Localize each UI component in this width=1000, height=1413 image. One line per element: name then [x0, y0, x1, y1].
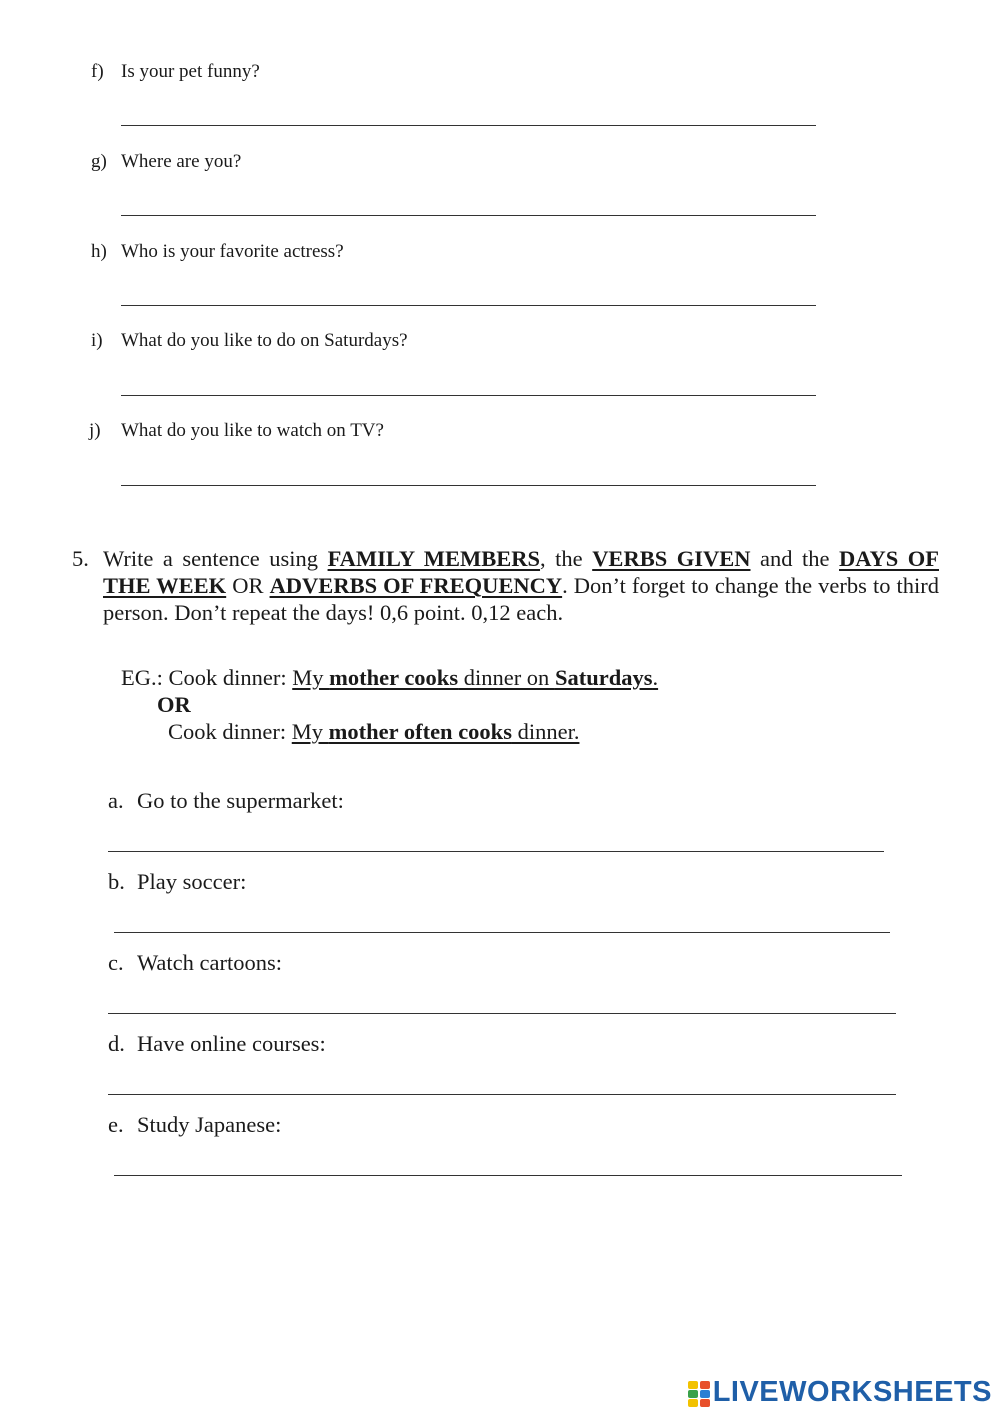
answer-line[interactable]	[121, 215, 816, 216]
item-text: Watch cartoons:	[137, 950, 283, 975]
section-number: 5.	[72, 546, 89, 571]
example-answer-2: My mother often cooks dinner.	[291, 719, 580, 744]
answer-line[interactable]	[108, 1013, 896, 1014]
question-text: Is your pet funny?	[121, 61, 260, 82]
logo-text: LIVEWORKSHEETS	[712, 1376, 992, 1408]
keyword-family-members: FAMILY MEMBERS	[327, 546, 541, 571]
item-letter: e.	[108, 1112, 124, 1137]
question-letter: g)	[91, 151, 107, 172]
question-letter: h)	[91, 241, 107, 262]
answer-line[interactable]	[121, 485, 816, 486]
section-instructions: Write a sentence using FAMILY MEMBERS, the VERBS GIVEN and the DAYS OF THE WEEK OR ADVERBS OF FREQUENCY. Don’t forget to change the verbs to third person. Don’t repeat the days! 0,6 point. 0,12 each.	[103, 546, 939, 625]
question-letter: i)	[91, 330, 103, 351]
answer-line[interactable]	[114, 1175, 902, 1176]
item-letter: c.	[108, 950, 124, 975]
question-letter: j)	[89, 420, 101, 441]
keyword-verbs-given: VERBS GIVEN	[592, 546, 751, 571]
item-text: Play soccer:	[137, 869, 247, 894]
item-letter: a.	[108, 788, 124, 813]
item-text: Have online courses:	[137, 1031, 326, 1056]
item-text: Go to the supermarket:	[137, 788, 344, 813]
example-answer-1: My mother cooks dinner on Saturdays.	[292, 665, 659, 690]
question-text: Who is your favorite actress?	[121, 241, 344, 262]
answer-line[interactable]	[121, 125, 816, 126]
item-text: Study Japanese:	[137, 1112, 282, 1137]
example-or: OR	[157, 692, 191, 717]
item-letter: d.	[108, 1031, 125, 1056]
question-text: What do you like to do on Saturdays?	[121, 330, 408, 351]
question-letter: f)	[91, 61, 104, 82]
question-text: What do you like to watch on TV?	[121, 420, 384, 441]
answer-line[interactable]	[114, 932, 890, 933]
item-letter: b.	[108, 869, 125, 894]
example-line-2: Cook dinner: My mother often cooks dinner.	[168, 719, 580, 744]
keyword-adverbs-frequency: ADVERBS OF FREQUENCY	[269, 573, 563, 598]
answer-line[interactable]	[121, 305, 816, 306]
logo-blocks-icon	[687, 1379, 711, 1407]
answer-line[interactable]	[108, 851, 884, 852]
example-line-1: EG.: Cook dinner: My mother cooks dinner on Saturdays.	[121, 665, 659, 690]
answer-line[interactable]	[108, 1094, 896, 1095]
liveworksheets-logo	[687, 1376, 992, 1409]
question-text: Where are you?	[121, 151, 242, 172]
keyword-days-of-week: DAYS OF THE WEEK	[103, 546, 939, 598]
answer-line[interactable]	[121, 395, 816, 396]
